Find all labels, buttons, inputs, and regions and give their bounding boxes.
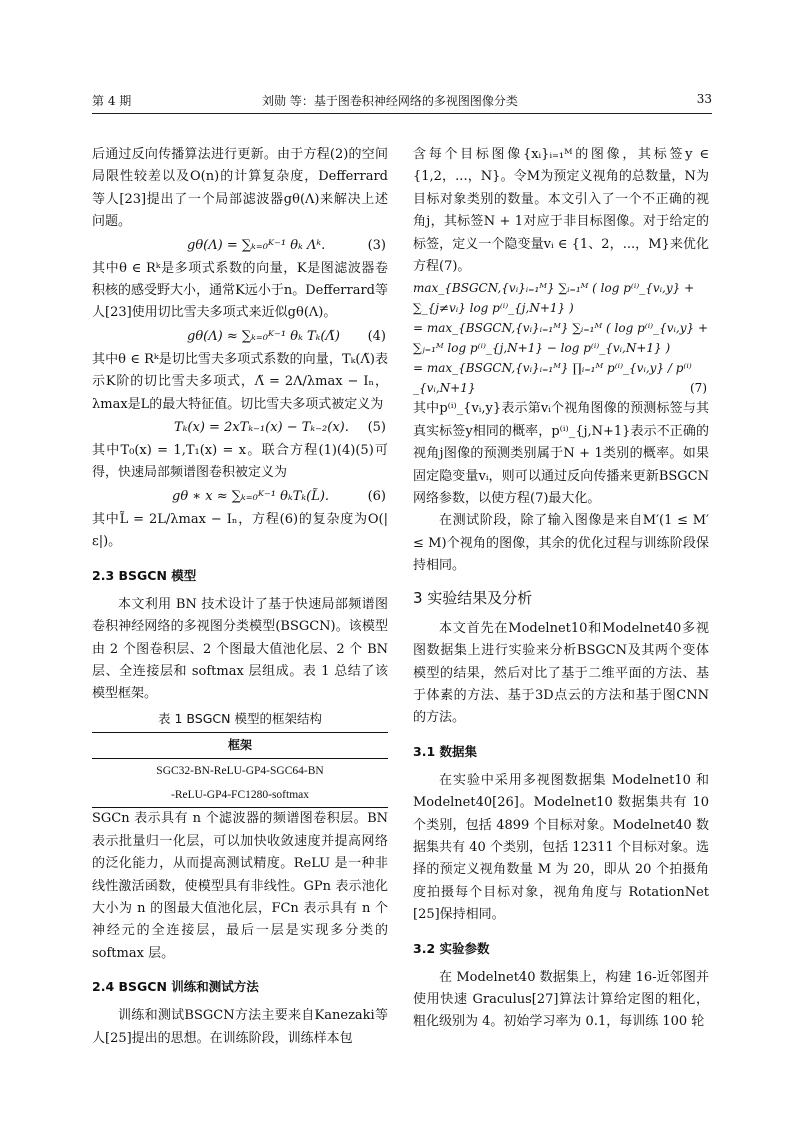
equation-body: gθ(Λ) ≈ ∑ₖ₌₀ᴷ⁻¹ θₖ Tₖ(Λ̃) (187, 328, 340, 344)
paragraph: 其中θ ∈ Rᵏ是多项式系数的向量，K是图滤波器卷积核的感受野大小，通常K远小于n。Defferrard等人[23]使用切比雪夫多项式来近似gθ(Λ)。 (92, 260, 388, 321)
paragraph: 本文首先在Modelnet10和Modelnet40多视图数据集上进行实验来分析BSGCN及其两个变体模型的结果，然后对比了基于二维平面的方法、基于体素的方法、基于3D点云的方法和基于图CNN的方法。 (413, 620, 709, 726)
optimization-line-2: = max_{BSGCN,{vᵢ}ᵢ₌₁ᴹ} ∑ᵢ₌₁ᴹ ( log p⁽ⁱ⁾_{vᵢ,y} + ∑ⱼ₌₁ᴹ log p⁽ⁱ⁾_{j,N+1} − log p⁽ⁱ⁾_{vᵢ,N+1} ) (413, 321, 709, 356)
paragraph: 在测试阶段，除了输入图像是来自M′(1 ≤ M′ ≤ M)个视角的图像，其余的优化过程与训练阶段保持相同。 (413, 513, 709, 574)
equation-4 (92, 325, 388, 349)
section-heading-2-4: 2.4 BSGCN 训练和测试方法 (92, 979, 259, 995)
table-cell: -ReLU-GP4-FC1280-softmax (92, 783, 388, 808)
equation-body: = max_{BSGCN,{vᵢ}ᵢ₌₁ᴹ} ∏ᵢ₌₁ᴹ p⁽ⁱ⁾_{vᵢ,y} / p⁽ⁱ⁾_{vᵢ,N+1} (413, 361, 692, 396)
equation-6 (92, 485, 388, 509)
left-column (92, 144, 388, 1050)
header-rule (92, 113, 712, 114)
paragraph: 训练和测试BSGCN方法主要来自Kanezaki等人[25]提出的思想。在训练阶段，训练样本包 (92, 1008, 388, 1046)
table-caption: 表 1 BSGCN 模型的框架结构 (158, 710, 322, 726)
paragraph: 其中T₀(x) = 1,T₁(x) = x。联合方程(1)(4)(5)可得，快速局部频谱图卷积被定义为 (92, 443, 388, 481)
section-heading-3-1: 3.1 数据集 (413, 743, 477, 759)
paragraph: 其中p⁽ⁱ⁾_{vᵢ,y}表示第vᵢ个视角图像的预测标签与其真实标签y相同的概率，p⁽ⁱ⁾_{j,N+1}表示不正确的视角j图像的预测类别属于N + 1类别的概率。如果固定隐变量vᵢ，则可以通过反向传播来更新BSGCN 网络参数，以使方程(7)最大化。 (413, 401, 709, 507)
right-column (413, 144, 709, 1034)
equation-3 (92, 234, 388, 258)
equation-body: gθ(Λ) = ∑ₖ₌₀ᴷ⁻¹ θₖ Λᵏ. (187, 237, 326, 253)
issue-number: 第 4 期 (92, 94, 132, 108)
table-header: 框架 (92, 733, 388, 758)
paragraph: SGCn 表示具有 n 个滤波器的频谱图卷积层。BN 表示批量归一化层，可以加快收敛速度并提高网络的泛化能力，从而提高测试精度。ReLU 是一种非线性激活函数，使模型具有非线性。GPn 表示池化大小为 n 的图最大值池化层，FCn 表示具有 n 个神经元的全连接层，最后一层是实现多分类的 softmax 层。 (92, 811, 388, 961)
optimization-line-1: max_{BSGCN,{vᵢ}ᵢ₌₁ᴹ} ∑ᵢ₌₁ᴹ ( log p⁽ⁱ⁾_{vᵢ,y} + ∑_{j≠vᵢ} log p⁽ⁱ⁾_{j,N+1} ) (413, 281, 695, 316)
section-heading-3-2: 3.2 实验参数 (413, 940, 490, 956)
section-heading-2-3: 2.3 BSGCN 模型 (92, 567, 197, 583)
section-heading-3: 3 实验结果及分析 (413, 588, 533, 607)
table-cell: SGC32-BN-ReLU-GP4-SGC64-BN (156, 764, 324, 777)
equation-number: (6) (367, 488, 386, 504)
framework-table (92, 732, 388, 808)
equation-number: (4) (367, 328, 386, 344)
optimization-line-3 (413, 358, 709, 398)
equation-5 (92, 416, 388, 440)
paragraph: 本文利用 BN 技术设计了基于快速局部频谱图卷积神经网络的多视图分类模型(BSGCN)。该模型由 2 个图卷积层、2 个图最大值池化层、2 个 BN 层、全连接层和 softmax 层组成。表 1 总结了该模型框架。 (92, 596, 388, 702)
page-number: 33 (696, 92, 712, 106)
paragraph: 后通过反向传播算法进行更新。由于方程(2)的空间局限性较差以及O(n)的计算复杂度，Defferrard 等人[23]提出了一个局部滤波器gθ(Λ)来解决上述问题。 (92, 147, 388, 230)
page-header (92, 92, 712, 112)
equation-number: (7) (690, 381, 707, 396)
paragraph: 在实验中采用多视图数据集 Modelnet10 和 Modelnet40[26]。Modelnet10 数据集共有 10 个类别，包括 4899 个目标对象。Modelnet40 数据集共有 40 个类别，包括 12311 个目标对象。选择的预定义视角数量 M 为 20，即从 20 个拍摄角度拍摄每个目标对象，视角角度与 RotationNet [25]保持相同。 (413, 772, 709, 923)
paragraph: 含每个目标图像{xᵢ}ᵢ₌₁ᴹ的图像，其标签y ∈ {1,2，...，N}。令M为预定义视角的总数量，N为目标对象类别的数量。本文引入了一个不正确的视角j，其标签N + 1对应于非目标图像。对于给定的标签，定义一个隐变量vᵢ ∈ {1、2，...，M}来优化方程(7)。 (413, 147, 709, 275)
paragraph: 在 Modelnet40 数据集上，构建 16-近邻图并使用快速 Graculus[27]算法计算给定图的粗化，粗化级别为 4。初始学习率为 0.1，每训练 100 轮 (413, 969, 709, 1030)
equation-number: (5) (367, 420, 386, 436)
paragraph: 其中L̃ = 2L/λmax − Iₙ，方程(6)的复杂度为O(|ε|)。 (92, 511, 388, 550)
equation-body: Tₖ(x) = 2xTₖ₋₁(x) − Tₖ₋₂(x). (174, 420, 349, 436)
paragraph: 其中θ ∈ Rᵏ是切比雪夫多项式系数的向量，Tₖ(Λ̃)表示K阶的切比雪夫多项式，Λ̃ = 2Λ/λmax − Iₙ，λmax是L的最大特征值。切比雪夫多项式被定义为 (92, 351, 388, 412)
equation-number: (3) (367, 237, 386, 253)
equation-body: gθ ∗ x ≈ ∑ₖ₌₀ᴷ⁻¹ θₖTₖ(L̃). (172, 488, 330, 504)
running-title: 刘勋 等：基于图卷积神经网络的多视图图像分类 (262, 94, 518, 108)
